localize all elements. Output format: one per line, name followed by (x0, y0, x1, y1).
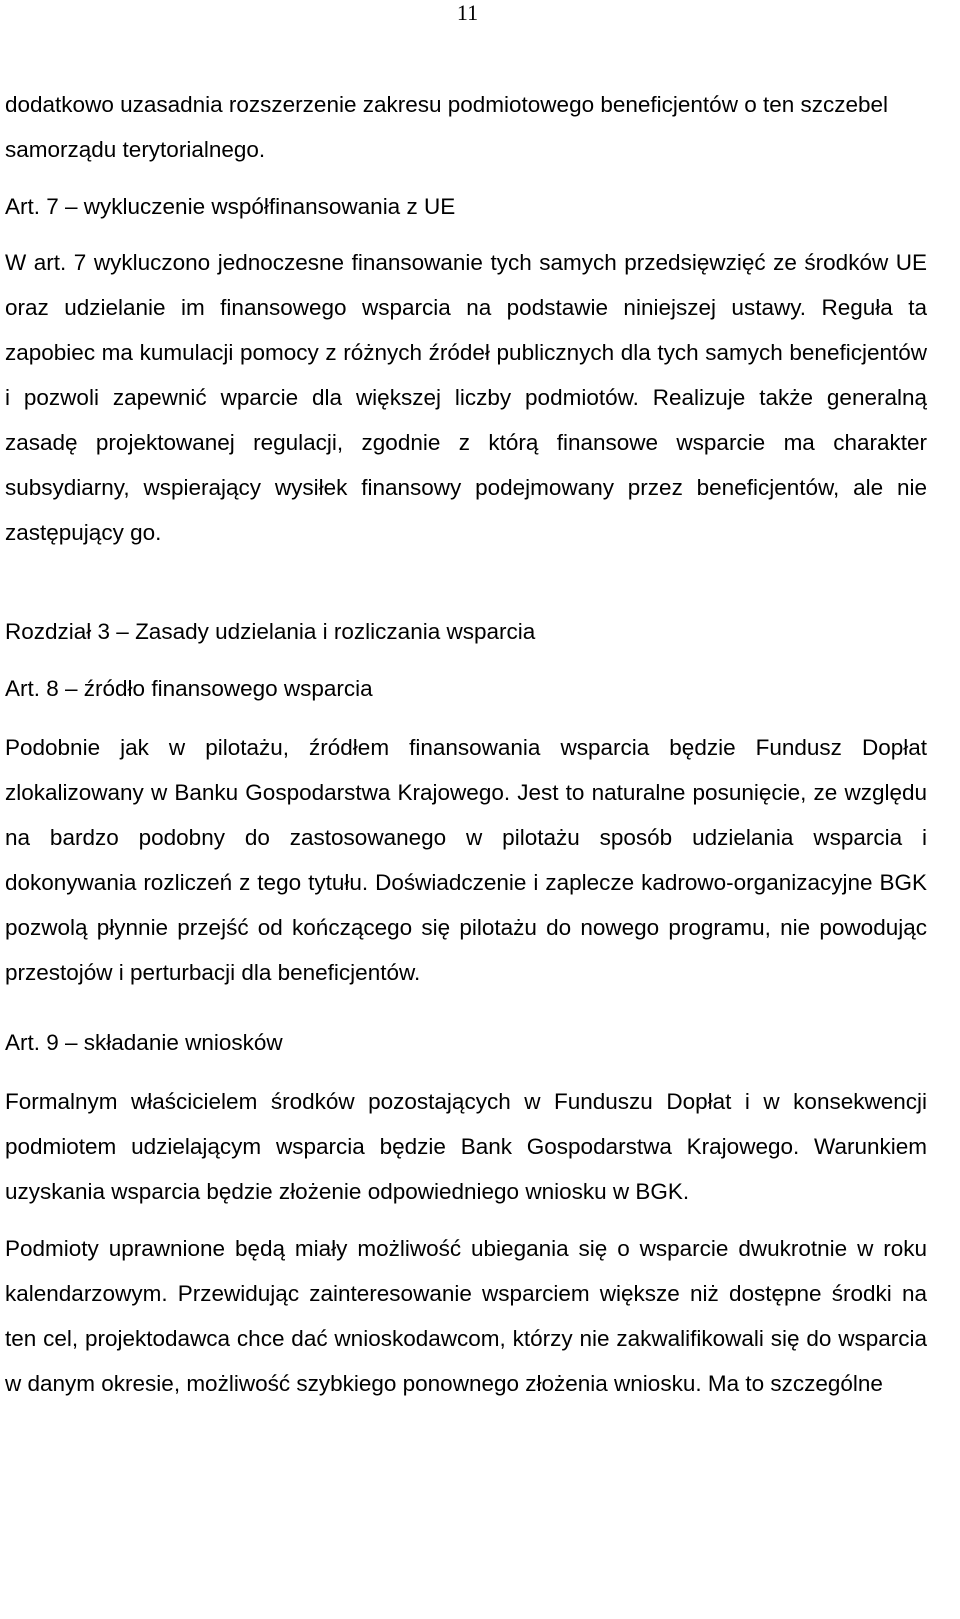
heading-art-7: Art. 7 – wykluczenie współfinansowania z UE (5, 194, 456, 219)
paragraph-art-9-first: Formalnym właścicielem środków pozostających w Funduszu Dopłat i w konsekwencji podmiotem udzielającym wsparcia będzie Bank Gospodarstwa Krajowego. Warunkiem uzyskania wsparcia będzie złożenie odpowiedniego wniosku w BGK. (5, 1089, 927, 1204)
paragraph-art-7: W art. 7 wykluczono jednoczesne finansowanie tych samych przedsięwzięć ze środków UE oraz udzielanie im finansowego wsparcia na podstawie niniejszej ustawy. Reguła ta zapobiec ma kumulacji pomocy z różnych źródeł publicznych dla tych samych beneficjentów i pozwoli zapewnić wparcie dla większej liczby podmiotów. Realizuje także generalną zasadę projektowanej regulacji, zgodnie z którą finansowe wsparcie ma charakter subsydiarny, wspierający wysiłek finansowy podejmowany przez beneficjentów, ale nie zastępujący go. (5, 250, 927, 545)
paragraph-art-9-second: Podmioty uprawnione będą miały możliwość ubiegania się o wsparcie dwukrotnie w roku kalendarzowym. Przewidując zainteresowanie wsparciem większe niż dostępne środki na ten cel, projektodawca chce dać wnioskodawcom, którzy nie zakwalifikowali się do wsparcia w danym okresie, możliwość szybkiego ponownego złożenia wniosku. Ma to szczególne (5, 1236, 927, 1396)
page-number: 11 (456, 0, 479, 25)
paragraph-art-8: Podobnie jak w pilotażu, źródłem finansowania wsparcia będzie Fundusz Dopłat zlokalizowany w Banku Gospodarstwa Krajowego. Jest to naturalne posunięcie, ze względu na bardzo podobny do zastosowanego w pilotażu sposób udzielania wsparcia i dokonywania rozliczeń z tego tytułu. Doświadczenie i zaplecze kadrowo-organizacyjne BGK pozwolą płynnie przejść od kończącego się pilotażu do nowego programu, nie powodując przestojów i perturbacji dla beneficjentów. (5, 735, 927, 985)
heading-art-8: Art. 8 – źródło finansowego wsparcia (5, 676, 373, 701)
heading-chapter-3: Rozdział 3 – Zasady udzielania i rozliczania wsparcia (5, 619, 536, 644)
paragraph-continuation: dodatkowo uzasadnia rozszerzenie zakresu podmiotowego beneficjentów o ten szczebel samorządu terytorialnego. (5, 92, 889, 162)
heading-art-9: Art. 9 – składanie wniosków (5, 1030, 283, 1055)
document-body (5, 82, 927, 1406)
